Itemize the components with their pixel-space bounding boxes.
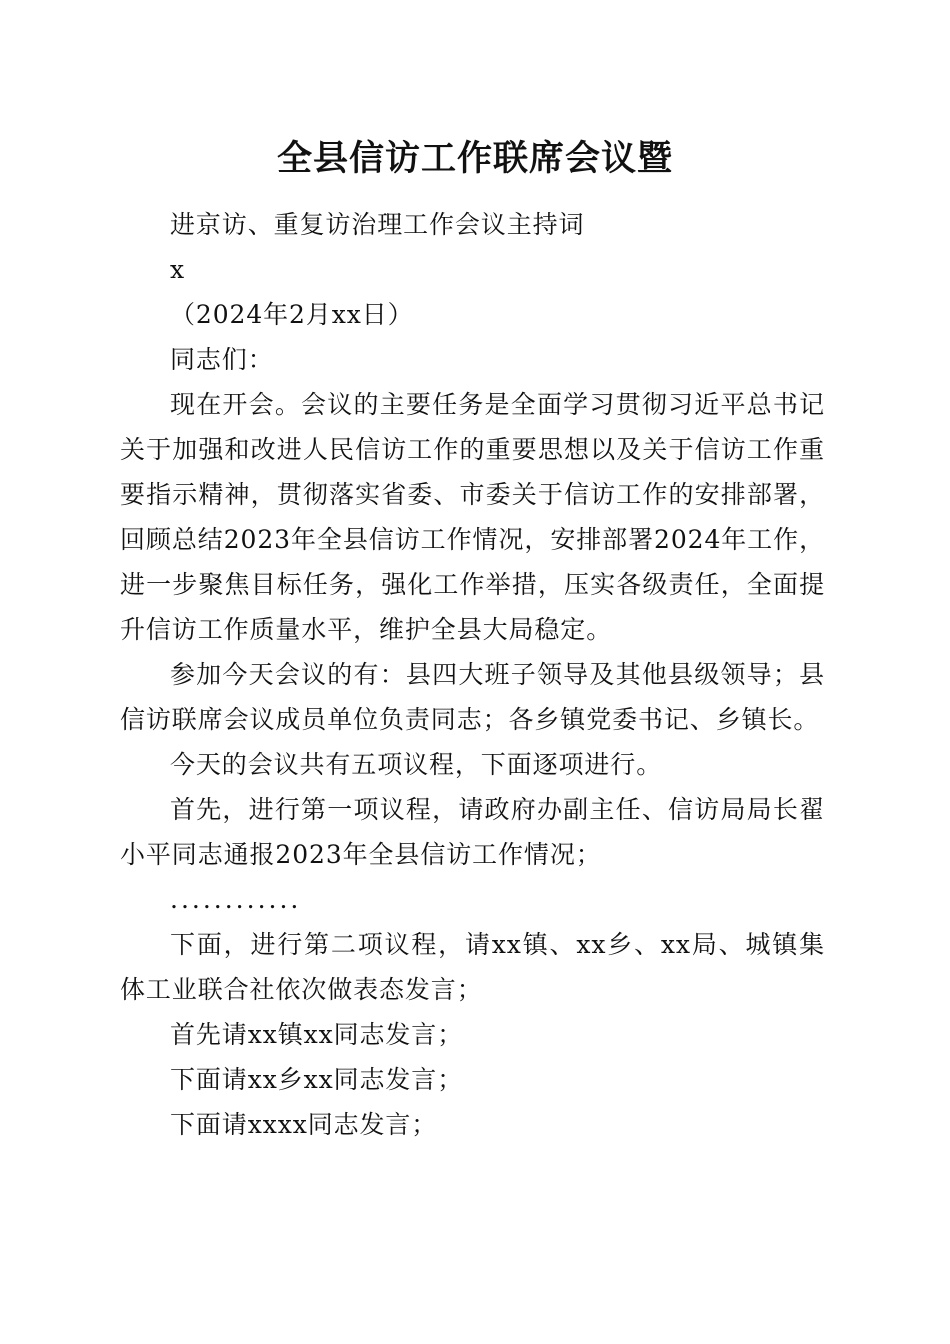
document-body <box>120 202 825 1147</box>
agenda-intro-paragraph: 今天的会议共有五项议程，下面逐项进行。 <box>170 750 663 779</box>
document-title: 全县信访工作联席会议暨 <box>276 138 673 179</box>
opening-paragraph: 现在开会。会议的主要任务是全面学习贯彻习近平总书记关于加强和改进人民信访工作的重要思想以及关于信访工作重要指示精神，贯彻落实省委、市委关于信访工作的安排部署，回顾总结2023年全县信访工作情况，安排部署2024年工作，进一步聚焦目标任务，强化工作举措，压实各级责任，全面提升信访工作质量水平，维护全县大局稳定。 <box>120 390 825 644</box>
speaker-1-paragraph: 首先请xx镇xx同志发言； <box>170 1020 464 1049</box>
ellipsis-paragraph: ............ <box>170 885 302 914</box>
agenda-item-1-paragraph: 首先，进行第一项议程，请政府办副主任、信访局局长翟小平同志通报2023年全县信访工作情况； <box>120 795 825 869</box>
speaker-3-paragraph: 下面请xxxx同志发言； <box>170 1110 438 1139</box>
agenda-item-2-paragraph: 下面，进行第二项议程，请xx镇、xx乡、xx局、城镇集体工业联合社依次做表态发言； <box>120 930 825 1004</box>
speaker-2-paragraph: 下面请xx乡xx同志发言； <box>170 1065 464 1094</box>
attendees-paragraph: 参加今天会议的有：县四大班子领导及其他县级领导；县信访联席会议成员单位负责同志；各乡镇党委书记、乡镇长。 <box>120 660 825 734</box>
speaker-paragraph: x <box>170 255 185 284</box>
date-paragraph: （2024年2月xx日） <box>170 300 414 329</box>
subtitle-paragraph: 进京访、重复访治理工作会议主持词 <box>170 210 585 239</box>
salutation-paragraph: 同志们： <box>170 345 274 374</box>
